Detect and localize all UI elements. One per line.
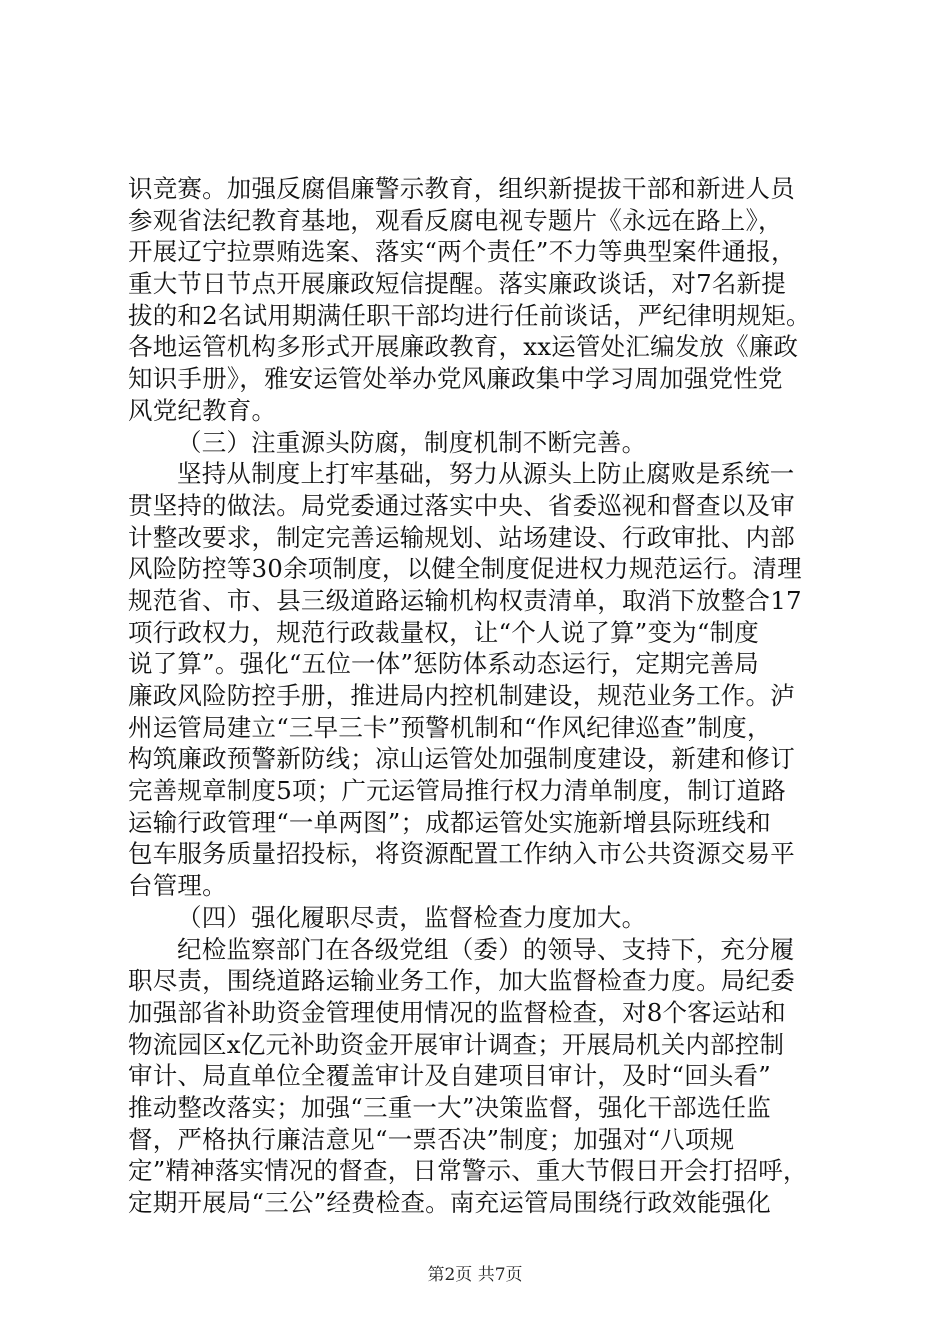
text-line: 坚持从制度上打牢基础，努力从源头上防止腐败是系统一 xyxy=(177,459,795,489)
text-line: 计整改要求，制定完善运输规划、站场建设、行政审批、内部 xyxy=(128,522,795,552)
text-line: 风党纪教育。 xyxy=(128,395,277,425)
text-line: 识竞赛。加强反腐倡廉警示教育，组织新提拔干部和新进人员 xyxy=(128,174,795,203)
text-line: 廉政风险防控手册，推进局内控机制建设，规范业务工作。泸 xyxy=(128,681,795,710)
text-line: 督，严格执行廉洁意见“一票否决”制度；加强对“八项规 xyxy=(128,1124,735,1154)
document-body xyxy=(128,173,833,1219)
text-line: 完善规章制度5项；广元运管局推行权力清单制度，制订道路 xyxy=(128,776,786,806)
text-line: 重大节日节点开展廉政短信提醒。落实廉政谈话，对7名新提 xyxy=(128,269,786,299)
text-line: 贯坚持的做法。局党委通过落实中央、省委巡视和督查以及审 xyxy=(128,490,795,520)
text-line: 物流园区x亿元补助资金开展审计调查；开展局机关内部控制 xyxy=(128,1029,785,1059)
text-line: 审计、局直单位全覆盖审计及自建项目审计，及时“回头看” xyxy=(128,1061,771,1091)
text-line: 项行政权力，规范行政裁量权，让“个人说了算”变为“制度 xyxy=(128,617,759,647)
text-line: 州运管局建立“三早三卡”预警机制和“作风纪律巡查”制度， xyxy=(128,712,772,742)
text-line: 推动整改落实；加强“三重一大”决策监督，强化干部选任监 xyxy=(128,1092,771,1122)
text-line: 职尽责，围绕道路运输业务工作，加大监督检查力度。局纪委 xyxy=(128,966,795,996)
text-line: 包车服务质量招投标，将资源配置工作纳入市公共资源交易平 xyxy=(128,839,795,869)
text-line: 拔的和2名试用期满任职干部均进行任前谈话，严纪律明规矩。 xyxy=(128,300,811,330)
text-line: 台管理。 xyxy=(128,871,227,901)
section-heading-3: （三）注重源头防腐，制度机制不断完善。 xyxy=(177,427,647,457)
text-line: 开展辽宁拉票贿选案、落实“两个责任”不力等典型案件通报， xyxy=(128,237,796,267)
text-line: 说了算”。强化“五位一体”惩防体系动态运行，定期完善局 xyxy=(128,649,759,679)
text-line: 参观省法纪教育基地，观看反腐电视专题片《永远在路上》， xyxy=(128,205,783,235)
text-line: 规范省、市、县三级道路运输机构权责清单，取消下放整合17 xyxy=(128,585,802,615)
text-line: 定”精神落实情况的督查，日常警示、重大节假日开会打招呼， xyxy=(128,1156,808,1186)
page-number-footer: 第2页 共7页 xyxy=(427,1265,523,1285)
text-line: 定期开展局“三公”经费检查。南充运管局围绕行政效能强化 xyxy=(128,1188,771,1217)
section-heading-4: （四）强化履职尽责，监督检查力度加大。 xyxy=(177,902,647,932)
text-line: 各地运管机构多形式开展廉政教育，xx运管处汇编发放《廉政 xyxy=(128,332,799,362)
text-line: 知识手册》，雅安运管处举办党风廉政集中学习周加强党性党 xyxy=(128,364,783,394)
text-line: 纪检监察部门在各级党组（委）的领导、支持下，充分履 xyxy=(177,934,795,964)
text-line: 加强部省补助资金管理使用情况的监督检查，对8个客运站和 xyxy=(128,997,786,1027)
text-line: 构筑廉政预警新防线；凉山运管处加强制度建设，新建和修订 xyxy=(128,744,795,774)
text-line: 运输行政管理“一单两图”；成都运管处实施新增县际班线和 xyxy=(128,807,771,837)
text-line: 风险防控等30余项制度，以健全制度促进权力规范运行。清理 xyxy=(128,554,802,584)
